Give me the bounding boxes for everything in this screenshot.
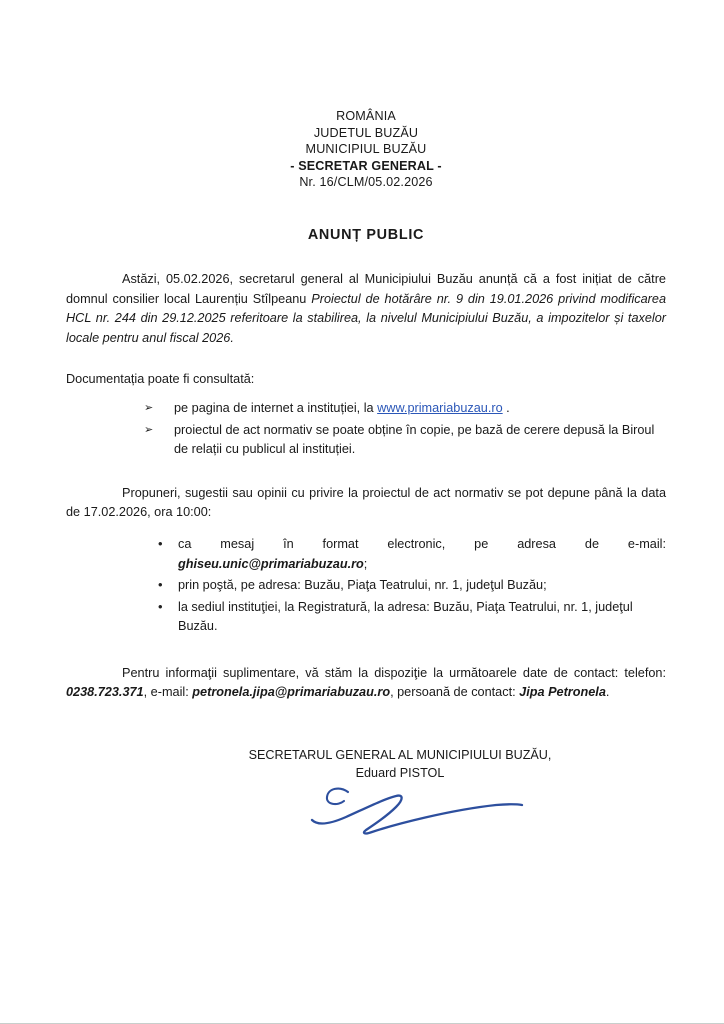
proposal-item-2-text: la sediul instituţiei, la Registratură, la adresa: Buzău, Piaţa Teatrului, nr. 1, judeţul Buzău.: [178, 599, 633, 634]
proposal-item-1-text: prin poştă, pe adresa: Buzău, Piaţa Teatrului, nr. 1, judeţul Buzău;: [178, 578, 547, 593]
header-registration-number: Nr. 16/CLM/05.02.2026: [299, 175, 433, 190]
page-title: ANUNȚ PUBLIC: [307, 226, 425, 243]
proposals-list: [66, 535, 666, 637]
doc-item-0-prefix: pe pagina de internet a instituției, la: [174, 400, 378, 415]
signature-role: SECRETARUL GENERAL AL MUNICIPIULUI BUZĂU,: [248, 748, 552, 763]
list-item: [150, 535, 666, 574]
list-item: [140, 421, 666, 460]
signature-block: [66, 747, 666, 844]
contact-mid: , e-mail:: [143, 685, 193, 700]
list-item: [150, 598, 666, 637]
proposal-item-0-tail: ;: [363, 556, 368, 571]
list-item: [150, 576, 666, 596]
document-header: [66, 0, 666, 191]
email-link-ghiseu[interactable]: ghiseu.unic@primariabuzau.ro: [178, 556, 364, 571]
signature-name: Eduard PISTOL: [355, 765, 445, 780]
list-item: [140, 399, 666, 419]
contact-paragraph: [66, 664, 666, 703]
doc-item-1-text: proiectul de act normativ se poate obține în copie, pe bază de cerere depusă la Biroul de relații cu publicul al instituției.: [174, 422, 655, 457]
email-link-petronela[interactable]: petronela.jipa@primariabuzau.ro: [192, 685, 391, 700]
header-line-municipality: MUNICIPIUL BUZĂU: [305, 142, 427, 157]
header-line-county: JUDETUL BUZĂU: [313, 125, 419, 140]
document-content: [66, 0, 666, 844]
intro-project-reference: Proiectul de hotărâre nr. 9 din 19.01.2026 privind modificarea HCL nr. 244 din 29.12.2025 referitoare la stabilirea, la nivelul Municipiului Buzău, a impozitelor și taxelor locale pentru anul fiscal 2026.: [66, 291, 666, 345]
contact-person: Jipa Petronela: [519, 685, 606, 700]
contact-mid2: , persoană de contact:: [390, 685, 520, 700]
documentation-list: [66, 399, 666, 460]
contact-phone: 0238.723.371: [66, 685, 144, 700]
header-line-authority: - SECRETAR GENERAL -: [290, 158, 442, 173]
intro-text: Astăzi, 05.02.2026, secretarul general al Municipiului Buzău anunță că a fost inițiat de către domnul consilier local Laurențiu Stîlpeanu: [66, 271, 666, 306]
contact-end: .: [605, 685, 610, 700]
proposals-lead: [66, 484, 666, 523]
proposal-item-0-text: • ca mesaj în format electronic, pe adresa de e-mail:: [178, 536, 666, 551]
documentation-lead-text: Documentația poate fi consultată:: [66, 372, 255, 387]
intro-paragraph: [66, 270, 666, 348]
handwritten-signature-icon: [134, 784, 666, 844]
documentation-lead: [66, 370, 666, 390]
header-line-country: ROMÂNIA: [336, 109, 396, 123]
proposals-lead-text: Propuneri, sugestii sau opinii cu privire la proiectul de act normativ se pot depune până la data de 17.02.2026, ora 10:00:: [66, 485, 666, 520]
contact-lead: Pentru informaţii suplimentare, vă stăm la dispoziţie la următoarele date de contact: telefon:: [122, 665, 666, 680]
doc-item-0-suffix: .: [502, 400, 510, 415]
website-link[interactable]: www.primariabuzau.ro: [377, 400, 503, 415]
